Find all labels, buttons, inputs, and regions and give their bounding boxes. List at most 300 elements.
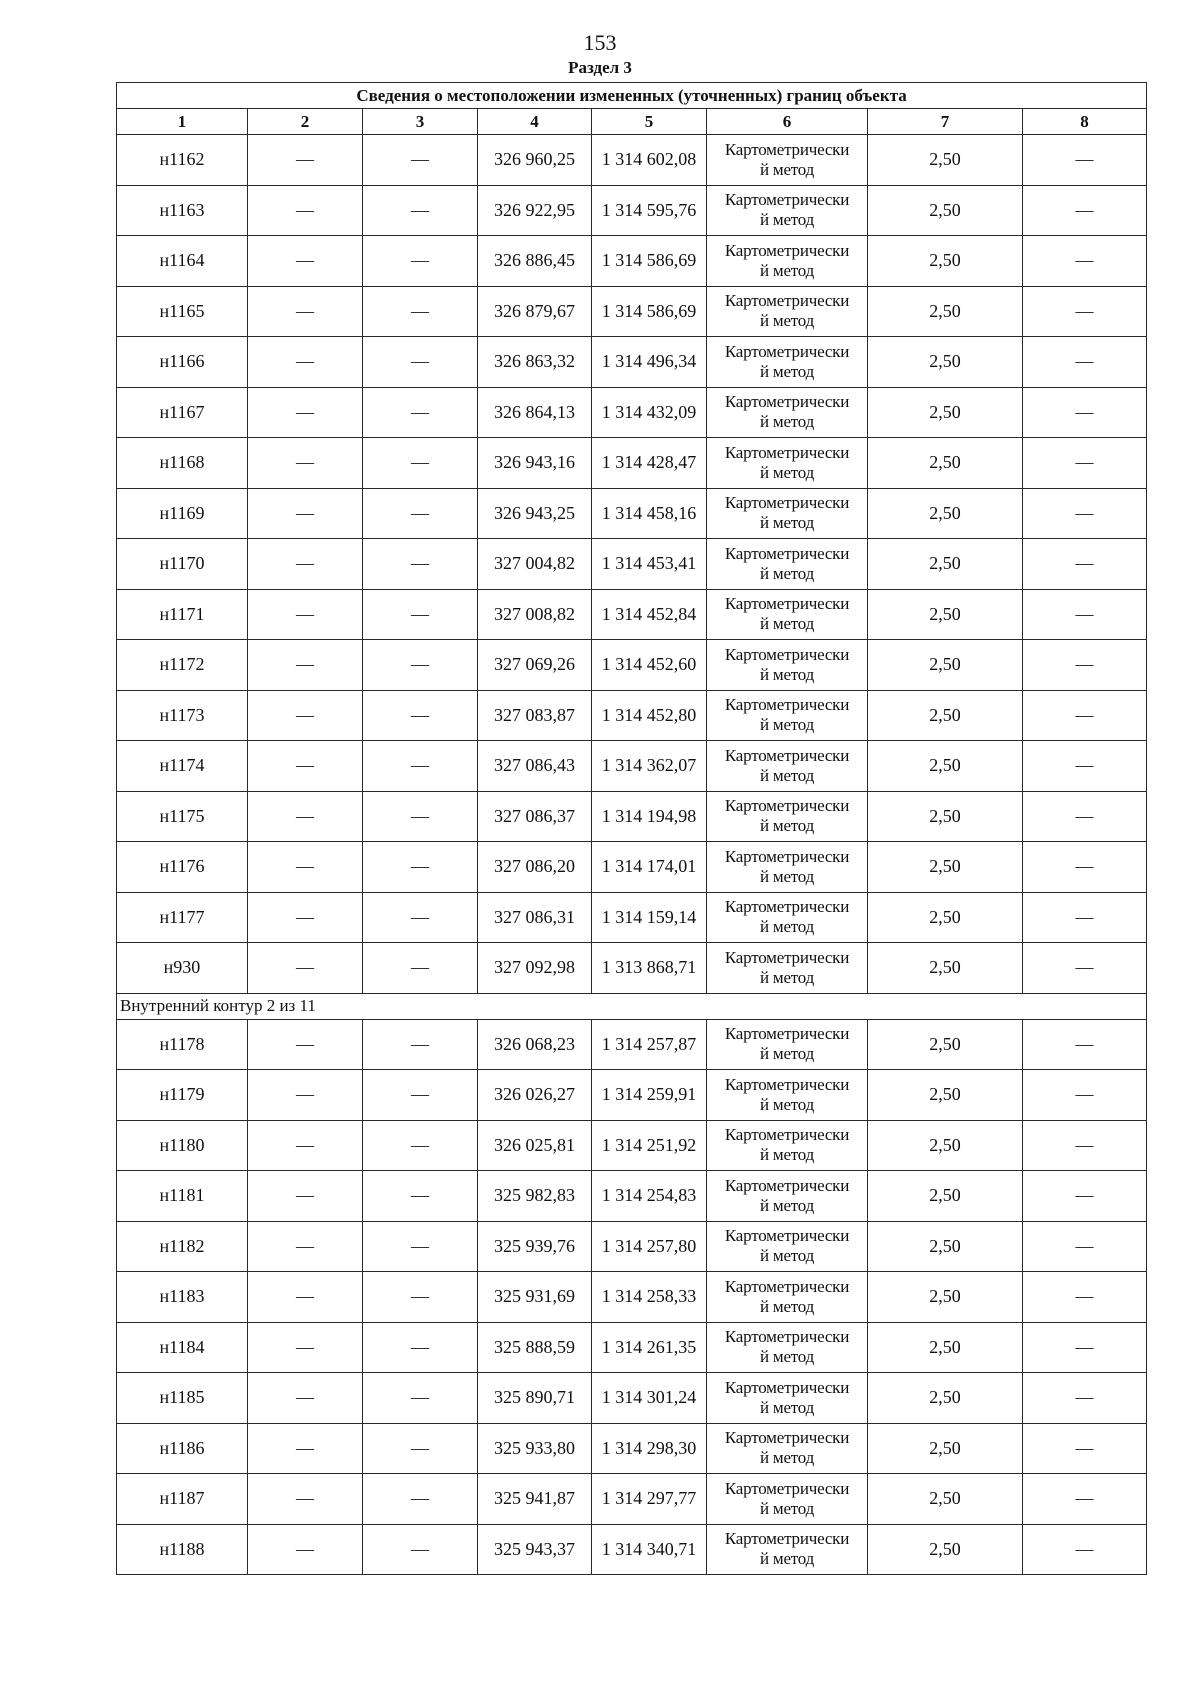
column-2-cell: — <box>248 539 363 590</box>
column-3-cell: — <box>363 842 478 893</box>
x-coordinate-cell: 325 943,37 <box>478 1524 592 1575</box>
method-line-2: й метод <box>759 1094 815 1114</box>
x-coordinate-cell: 326 025,81 <box>478 1120 592 1171</box>
x-coordinate-cell: 326 026,27 <box>478 1070 592 1121</box>
point-id-cell: н1163 <box>117 185 248 236</box>
method-cell <box>707 943 868 994</box>
column-2-cell: — <box>248 387 363 438</box>
column-8-cell: — <box>1023 791 1147 842</box>
x-coordinate-cell: 326 943,25 <box>478 488 592 539</box>
x-coordinate-cell: 325 939,76 <box>478 1221 592 1272</box>
column-2-cell: — <box>248 640 363 691</box>
method-line-2: й метод <box>759 361 815 381</box>
point-id-cell: н1169 <box>117 488 248 539</box>
method-line-1: Картометрически <box>724 1327 850 1347</box>
point-id-cell: н1180 <box>117 1120 248 1171</box>
y-coordinate-cell: 1 314 261,35 <box>592 1322 707 1373</box>
method-line-2: й метод <box>759 260 815 280</box>
column-3-cell: — <box>363 135 478 186</box>
table-row <box>117 892 1147 943</box>
method-line-1: Картометрически <box>724 644 850 664</box>
column-3-cell: — <box>363 1070 478 1121</box>
table-row <box>117 286 1147 337</box>
method-line-1: Картометрически <box>724 291 850 311</box>
x-coordinate-cell: 327 086,37 <box>478 791 592 842</box>
table-row <box>117 640 1147 691</box>
column-2-cell: — <box>248 1221 363 1272</box>
x-coordinate-cell: 326 922,95 <box>478 185 592 236</box>
point-id-cell: н1171 <box>117 589 248 640</box>
x-coordinate-cell: 325 941,87 <box>478 1474 592 1525</box>
column-8-cell: — <box>1023 1474 1147 1525</box>
method-cell <box>707 1524 868 1575</box>
method-line-2: й метод <box>759 1195 815 1215</box>
accuracy-cell: 2,50 <box>868 286 1023 337</box>
method-cell <box>707 589 868 640</box>
table-body <box>117 135 1147 1575</box>
method-line-1: Картометрически <box>724 594 850 614</box>
point-id-cell: н1187 <box>117 1474 248 1525</box>
column-2-cell: — <box>248 1272 363 1323</box>
column-8-cell: — <box>1023 1120 1147 1171</box>
column-number: 1 <box>117 109 248 135</box>
method-cell <box>707 135 868 186</box>
column-2-cell: — <box>248 943 363 994</box>
y-coordinate-cell: 1 314 432,09 <box>592 387 707 438</box>
x-coordinate-cell: 325 931,69 <box>478 1272 592 1323</box>
column-2-cell: — <box>248 236 363 287</box>
column-8-cell: — <box>1023 135 1147 186</box>
method-line-1: Картометрически <box>724 543 850 563</box>
y-coordinate-cell: 1 314 297,77 <box>592 1474 707 1525</box>
y-coordinate-cell: 1 314 251,92 <box>592 1120 707 1171</box>
table-row <box>117 185 1147 236</box>
method-cell <box>707 791 868 842</box>
table-row <box>117 438 1147 489</box>
table-row <box>117 1373 1147 1424</box>
table-row <box>117 1524 1147 1575</box>
accuracy-cell: 2,50 <box>868 1120 1023 1171</box>
column-8-cell: — <box>1023 1423 1147 1474</box>
y-coordinate-cell: 1 314 340,71 <box>592 1524 707 1575</box>
column-8-cell: — <box>1023 1221 1147 1272</box>
method-line-2: й метод <box>759 816 815 836</box>
table-row <box>117 1322 1147 1373</box>
x-coordinate-cell: 325 982,83 <box>478 1171 592 1222</box>
column-8-cell: — <box>1023 286 1147 337</box>
method-cell <box>707 438 868 489</box>
table-caption: Сведения о местоположении измененных (уточненных) границ объекта <box>117 83 1147 109</box>
point-id-cell: н1179 <box>117 1070 248 1121</box>
method-line-1: Картометрически <box>724 190 850 210</box>
y-coordinate-cell: 1 314 301,24 <box>592 1373 707 1424</box>
table-row <box>117 236 1147 287</box>
x-coordinate-cell: 326 864,13 <box>478 387 592 438</box>
point-id-cell: н1170 <box>117 539 248 590</box>
method-line-2: й метод <box>759 513 815 533</box>
x-coordinate-cell: 327 086,31 <box>478 892 592 943</box>
method-line-1: Картометрически <box>724 846 850 866</box>
column-3-cell: — <box>363 1474 478 1525</box>
point-id-cell: н1177 <box>117 892 248 943</box>
column-8-cell: — <box>1023 488 1147 539</box>
method-line-1: Картометрически <box>724 897 850 917</box>
method-line-1: Картометрически <box>724 442 850 462</box>
accuracy-cell: 2,50 <box>868 943 1023 994</box>
table-caption-row <box>117 83 1147 109</box>
y-coordinate-cell: 1 314 428,47 <box>592 438 707 489</box>
table-row <box>117 842 1147 893</box>
column-8-cell: — <box>1023 185 1147 236</box>
accuracy-cell: 2,50 <box>868 741 1023 792</box>
column-8-cell: — <box>1023 337 1147 388</box>
point-id-cell: н1186 <box>117 1423 248 1474</box>
column-8-cell: — <box>1023 1373 1147 1424</box>
y-coordinate-cell: 1 314 159,14 <box>592 892 707 943</box>
column-3-cell: — <box>363 1120 478 1171</box>
accuracy-cell: 2,50 <box>868 135 1023 186</box>
column-8-cell: — <box>1023 741 1147 792</box>
column-2-cell: — <box>248 892 363 943</box>
column-number-row <box>117 109 1147 135</box>
column-3-cell: — <box>363 1171 478 1222</box>
accuracy-cell: 2,50 <box>868 387 1023 438</box>
column-3-cell: — <box>363 640 478 691</box>
method-line-2: й метод <box>759 159 815 179</box>
point-id-cell: н1173 <box>117 690 248 741</box>
column-8-cell: — <box>1023 236 1147 287</box>
column-2-cell: — <box>248 1524 363 1575</box>
x-coordinate-cell: 326 863,32 <box>478 337 592 388</box>
column-8-cell: — <box>1023 690 1147 741</box>
column-2-cell: — <box>248 791 363 842</box>
column-2-cell: — <box>248 135 363 186</box>
x-coordinate-cell: 327 086,43 <box>478 741 592 792</box>
column-3-cell: — <box>363 337 478 388</box>
column-8-cell: — <box>1023 589 1147 640</box>
y-coordinate-cell: 1 314 258,33 <box>592 1272 707 1323</box>
x-coordinate-cell: 326 068,23 <box>478 1019 592 1070</box>
y-coordinate-cell: 1 314 259,91 <box>592 1070 707 1121</box>
column-2-cell: — <box>248 1322 363 1373</box>
table-row <box>117 1423 1147 1474</box>
point-id-cell: н1188 <box>117 1524 248 1575</box>
method-line-2: й метод <box>759 1246 815 1266</box>
accuracy-cell: 2,50 <box>868 539 1023 590</box>
method-line-2: й метод <box>759 462 815 482</box>
point-id-cell: н1167 <box>117 387 248 438</box>
point-id-cell: н1165 <box>117 286 248 337</box>
point-id-cell: н1182 <box>117 1221 248 1272</box>
column-8-cell: — <box>1023 892 1147 943</box>
column-2-cell: — <box>248 1070 363 1121</box>
method-cell <box>707 1373 868 1424</box>
table-row <box>117 1019 1147 1070</box>
method-cell <box>707 741 868 792</box>
method-line-1: Картометрически <box>724 1529 850 1549</box>
table-row <box>117 1221 1147 1272</box>
method-line-1: Картометрически <box>724 1024 850 1044</box>
accuracy-cell: 2,50 <box>868 1019 1023 1070</box>
x-coordinate-cell: 326 886,45 <box>478 236 592 287</box>
method-cell <box>707 1019 868 1070</box>
accuracy-cell: 2,50 <box>868 1221 1023 1272</box>
column-2-cell: — <box>248 488 363 539</box>
column-3-cell: — <box>363 488 478 539</box>
x-coordinate-cell: 327 069,26 <box>478 640 592 691</box>
column-8-cell: — <box>1023 943 1147 994</box>
y-coordinate-cell: 1 314 257,87 <box>592 1019 707 1070</box>
accuracy-cell: 2,50 <box>868 185 1023 236</box>
method-cell <box>707 892 868 943</box>
method-line-2: й метод <box>759 1044 815 1064</box>
table-row <box>117 1120 1147 1171</box>
table-row <box>117 539 1147 590</box>
point-id-cell: н930 <box>117 943 248 994</box>
method-line-1: Картометрически <box>724 240 850 260</box>
accuracy-cell: 2,50 <box>868 842 1023 893</box>
column-3-cell: — <box>363 741 478 792</box>
accuracy-cell: 2,50 <box>868 1322 1023 1373</box>
column-2-cell: — <box>248 1171 363 1222</box>
accuracy-cell: 2,50 <box>868 438 1023 489</box>
column-3-cell: — <box>363 791 478 842</box>
column-3-cell: — <box>363 539 478 590</box>
table-row <box>117 1474 1147 1525</box>
column-8-cell: — <box>1023 539 1147 590</box>
column-8-cell: — <box>1023 1171 1147 1222</box>
method-line-1: Картометрически <box>724 1428 850 1448</box>
accuracy-cell: 2,50 <box>868 1474 1023 1525</box>
column-number: 4 <box>478 109 592 135</box>
method-cell <box>707 488 868 539</box>
table-row <box>117 387 1147 438</box>
column-number: 5 <box>592 109 707 135</box>
table-row <box>117 943 1147 994</box>
table-row <box>117 337 1147 388</box>
method-cell <box>707 337 868 388</box>
contour-label: Внутренний контур 2 из 11 <box>117 993 1147 1019</box>
column-3-cell: — <box>363 1272 478 1323</box>
method-line-2: й метод <box>759 967 815 987</box>
column-3-cell: — <box>363 286 478 337</box>
page-number: 153 <box>583 30 617 55</box>
column-2-cell: — <box>248 741 363 792</box>
y-coordinate-cell: 1 313 868,71 <box>592 943 707 994</box>
method-line-2: й метод <box>759 664 815 684</box>
accuracy-cell: 2,50 <box>868 791 1023 842</box>
y-coordinate-cell: 1 314 496,34 <box>592 337 707 388</box>
column-3-cell: — <box>363 438 478 489</box>
method-line-2: й метод <box>759 765 815 785</box>
y-coordinate-cell: 1 314 586,69 <box>592 286 707 337</box>
method-cell <box>707 1120 868 1171</box>
method-line-2: й метод <box>759 1397 815 1417</box>
column-2-cell: — <box>248 185 363 236</box>
column-number: 6 <box>707 109 868 135</box>
column-8-cell: — <box>1023 1019 1147 1070</box>
column-8-cell: — <box>1023 842 1147 893</box>
y-coordinate-cell: 1 314 602,08 <box>592 135 707 186</box>
y-coordinate-cell: 1 314 452,80 <box>592 690 707 741</box>
accuracy-cell: 2,50 <box>868 1070 1023 1121</box>
x-coordinate-cell: 326 960,25 <box>478 135 592 186</box>
column-3-cell: — <box>363 943 478 994</box>
table-row <box>117 1070 1147 1121</box>
column-2-cell: — <box>248 690 363 741</box>
y-coordinate-cell: 1 314 254,83 <box>592 1171 707 1222</box>
column-number: 2 <box>248 109 363 135</box>
method-cell <box>707 1423 868 1474</box>
method-line-2: й метод <box>759 1549 815 1569</box>
table-row <box>117 791 1147 842</box>
contour-row <box>117 993 1147 1019</box>
column-3-cell: — <box>363 1373 478 1424</box>
method-line-1: Картометрически <box>724 392 850 412</box>
method-line-2: й метод <box>759 1448 815 1468</box>
point-id-cell: н1175 <box>117 791 248 842</box>
point-id-cell: н1172 <box>117 640 248 691</box>
method-cell <box>707 1221 868 1272</box>
point-id-cell: н1178 <box>117 1019 248 1070</box>
method-line-1: Картометрически <box>724 1276 850 1296</box>
table-row <box>117 690 1147 741</box>
method-line-1: Картометрически <box>724 947 850 967</box>
table-row <box>117 741 1147 792</box>
method-line-1: Картометрически <box>724 341 850 361</box>
point-id-cell: н1168 <box>117 438 248 489</box>
method-line-2: й метод <box>759 311 815 331</box>
column-number: 8 <box>1023 109 1147 135</box>
x-coordinate-cell: 325 888,59 <box>478 1322 592 1373</box>
column-3-cell: — <box>363 1423 478 1474</box>
method-line-2: й метод <box>759 917 815 937</box>
column-number: 7 <box>868 109 1023 135</box>
method-cell <box>707 690 868 741</box>
accuracy-cell: 2,50 <box>868 1171 1023 1222</box>
method-cell <box>707 1474 868 1525</box>
column-8-cell: — <box>1023 640 1147 691</box>
column-3-cell: — <box>363 1221 478 1272</box>
column-2-cell: — <box>248 1423 363 1474</box>
method-line-1: Картометрически <box>724 1226 850 1246</box>
column-3-cell: — <box>363 892 478 943</box>
column-3-cell: — <box>363 1322 478 1373</box>
method-line-1: Картометрически <box>724 796 850 816</box>
method-line-1: Картометрически <box>724 1478 850 1498</box>
column-2-cell: — <box>248 1474 363 1525</box>
y-coordinate-cell: 1 314 194,98 <box>592 791 707 842</box>
column-2-cell: — <box>248 1120 363 1171</box>
method-line-2: й метод <box>759 210 815 230</box>
x-coordinate-cell: 327 083,87 <box>478 690 592 741</box>
x-coordinate-cell: 327 086,20 <box>478 842 592 893</box>
column-2-cell: — <box>248 438 363 489</box>
column-2-cell: — <box>248 337 363 388</box>
method-line-2: й метод <box>759 1145 815 1165</box>
accuracy-cell: 2,50 <box>868 1423 1023 1474</box>
point-id-cell: н1166 <box>117 337 248 388</box>
method-line-2: й метод <box>759 1347 815 1367</box>
y-coordinate-cell: 1 314 595,76 <box>592 185 707 236</box>
table-row <box>117 1171 1147 1222</box>
y-coordinate-cell: 1 314 453,41 <box>592 539 707 590</box>
method-line-1: Картометрически <box>724 1175 850 1195</box>
method-line-2: й метод <box>759 1498 815 1518</box>
accuracy-cell: 2,50 <box>868 337 1023 388</box>
column-2-cell: — <box>248 842 363 893</box>
y-coordinate-cell: 1 314 257,80 <box>592 1221 707 1272</box>
point-id-cell: н1184 <box>117 1322 248 1373</box>
accuracy-cell: 2,50 <box>868 1524 1023 1575</box>
column-3-cell: — <box>363 589 478 640</box>
accuracy-cell: 2,50 <box>868 690 1023 741</box>
accuracy-cell: 2,50 <box>868 640 1023 691</box>
column-8-cell: — <box>1023 1272 1147 1323</box>
method-line-2: й метод <box>759 412 815 432</box>
method-line-2: й метод <box>759 715 815 735</box>
point-id-cell: н1162 <box>117 135 248 186</box>
y-coordinate-cell: 1 314 586,69 <box>592 236 707 287</box>
point-id-cell: н1181 <box>117 1171 248 1222</box>
point-id-cell: н1174 <box>117 741 248 792</box>
accuracy-cell: 2,50 <box>868 236 1023 287</box>
y-coordinate-cell: 1 314 458,16 <box>592 488 707 539</box>
method-line-1: Картометрически <box>724 1125 850 1145</box>
method-line-1: Картометрически <box>724 139 850 159</box>
method-line-1: Картометрически <box>724 1074 850 1094</box>
method-cell <box>707 236 868 287</box>
method-cell <box>707 842 868 893</box>
method-cell <box>707 387 868 438</box>
accuracy-cell: 2,50 <box>868 892 1023 943</box>
x-coordinate-cell: 325 933,80 <box>478 1423 592 1474</box>
accuracy-cell: 2,50 <box>868 488 1023 539</box>
section-title: Раздел 3 <box>568 58 632 77</box>
point-id-cell: н1185 <box>117 1373 248 1424</box>
table-row <box>117 1272 1147 1323</box>
method-cell <box>707 1272 868 1323</box>
method-cell <box>707 286 868 337</box>
method-cell <box>707 640 868 691</box>
x-coordinate-cell: 327 004,82 <box>478 539 592 590</box>
x-coordinate-cell: 327 008,82 <box>478 589 592 640</box>
table-row <box>117 589 1147 640</box>
x-coordinate-cell: 326 943,16 <box>478 438 592 489</box>
method-line-2: й метод <box>759 614 815 634</box>
column-2-cell: — <box>248 589 363 640</box>
x-coordinate-cell: 325 890,71 <box>478 1373 592 1424</box>
boundary-coordinates-table <box>116 82 1147 1575</box>
method-line-1: Картометрически <box>724 695 850 715</box>
column-2-cell: — <box>248 1373 363 1424</box>
column-2-cell: — <box>248 1019 363 1070</box>
method-line-2: й метод <box>759 1296 815 1316</box>
method-cell <box>707 1070 868 1121</box>
accuracy-cell: 2,50 <box>868 1373 1023 1424</box>
point-id-cell: н1183 <box>117 1272 248 1323</box>
method-cell <box>707 1322 868 1373</box>
point-id-cell: н1164 <box>117 236 248 287</box>
y-coordinate-cell: 1 314 174,01 <box>592 842 707 893</box>
y-coordinate-cell: 1 314 362,07 <box>592 741 707 792</box>
method-line-1: Картометрически <box>724 745 850 765</box>
accuracy-cell: 2,50 <box>868 589 1023 640</box>
column-2-cell: — <box>248 286 363 337</box>
point-id-cell: н1176 <box>117 842 248 893</box>
x-coordinate-cell: 326 879,67 <box>478 286 592 337</box>
x-coordinate-cell: 327 092,98 <box>478 943 592 994</box>
